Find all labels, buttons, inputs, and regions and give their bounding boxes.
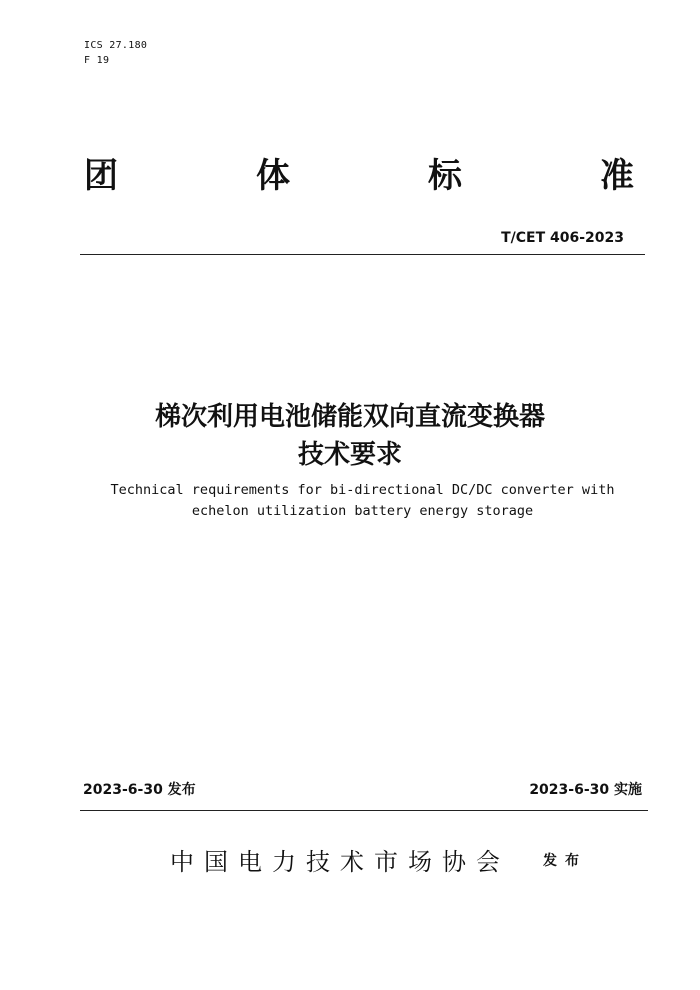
issued-label: 发布 <box>543 853 587 869</box>
doctype-char: 团 <box>84 156 118 196</box>
doctype-char: 准 <box>600 156 634 196</box>
title-chinese <box>0 398 700 474</box>
doctype-char: 标 <box>428 156 462 196</box>
standard-number: T/CET 406-2023 <box>501 230 624 246</box>
title-chinese-line2: 技术要求 <box>297 440 402 470</box>
issuing-organization: 中国电力技术市场协会 <box>170 848 510 876</box>
title-chinese-line1: 梯次利用电池储能双向直流变换器 <box>154 402 545 432</box>
implementation-date: 2023-6-30 实施 <box>529 782 642 798</box>
document-type-heading <box>84 156 634 196</box>
doctype-char: 体 <box>256 156 290 196</box>
bottom-divider <box>80 810 648 811</box>
title-english <box>0 480 700 522</box>
classification-code: F 19 <box>84 55 110 66</box>
ics-code: ICS 27.180 <box>84 40 148 51</box>
title-english-line2: echelon utilization battery energy storage <box>191 503 534 519</box>
top-divider <box>80 254 645 255</box>
title-english-line1: Technical requirements for bi-directional DC/DC converter with <box>110 482 615 498</box>
publish-date: 2023-6-30 发布 <box>83 782 196 798</box>
